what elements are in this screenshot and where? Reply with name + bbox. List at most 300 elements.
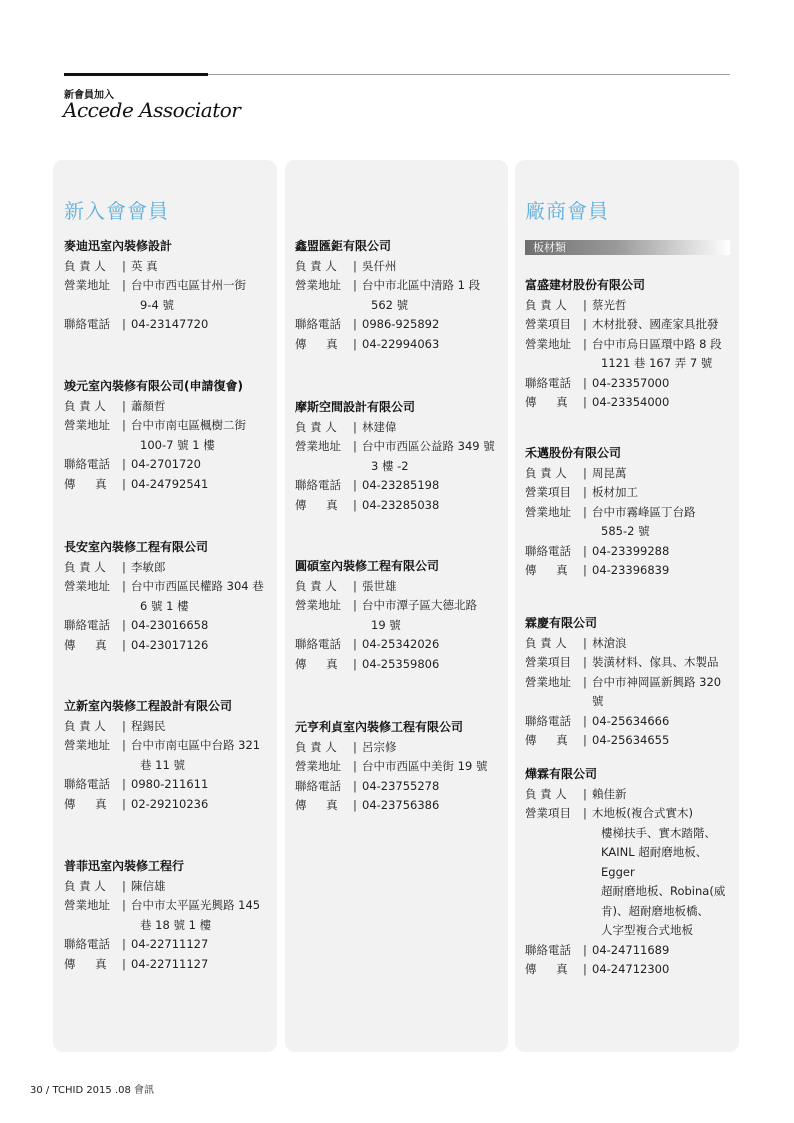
field-label: 營業項目 <box>525 485 571 499</box>
field-separator: | <box>583 942 587 957</box>
field-row <box>295 496 505 516</box>
field-value-line: 台中市西區民權路 304 巷 <box>131 579 264 593</box>
field-separator: | <box>122 398 126 413</box>
company-name: 長安室內裝修工程有限公司 <box>64 540 209 554</box>
field-value <box>592 315 735 335</box>
company-entry <box>525 276 735 413</box>
field-value-line: 04-23354000 <box>592 395 670 409</box>
field-row <box>525 393 735 413</box>
field-row <box>295 596 505 635</box>
field-separator: | <box>122 637 126 652</box>
field-separator: | <box>122 956 126 971</box>
field-label: 傳 真 <box>295 497 338 512</box>
field-label: 傳 真 <box>525 733 568 747</box>
field-value <box>362 796 505 816</box>
field-label: 聯絡電話 <box>525 942 571 957</box>
field-label: 傳 真 <box>295 336 338 351</box>
field-label: 營業地址 <box>525 674 571 689</box>
company-entry <box>295 237 505 354</box>
field-value-line: 周昆萬 <box>592 465 627 480</box>
field-row <box>64 558 274 578</box>
company-name: 燁霖有限公司 <box>525 767 598 781</box>
field-value <box>592 634 735 654</box>
field-value-line: 04-25342026 <box>362 637 440 651</box>
field-value-line: 台中市太平區光興路 145 <box>131 898 261 912</box>
field-row <box>64 257 274 277</box>
field-label: 聯絡電話 <box>64 777 110 791</box>
field-value <box>592 542 735 562</box>
field-value-line: 板材加工 <box>592 485 638 499</box>
field-row <box>525 804 735 941</box>
field-row <box>525 960 735 980</box>
field-value-line: 巷 11 號 <box>140 757 185 772</box>
field-value <box>592 731 735 751</box>
field-value-line: KAINL 超耐磨地板、Egger <box>601 845 708 879</box>
field-value <box>592 561 735 581</box>
field-label: 負 責 人 <box>295 258 337 273</box>
field-separator: | <box>122 718 126 733</box>
field-value <box>362 738 505 758</box>
field-value-line: 超耐磨地板、Robina(威 <box>601 884 726 898</box>
field-value-line: 肯)、超耐磨地板橋、 <box>601 903 709 918</box>
field-label: 聯絡電話 <box>64 937 110 951</box>
field-value-line: 04-23017126 <box>131 637 209 652</box>
field-label: 聯絡電話 <box>64 457 110 471</box>
field-row <box>64 717 274 737</box>
field-row <box>295 476 505 496</box>
field-label: 負 責 人 <box>525 465 567 480</box>
field-label: 負 責 人 <box>295 739 337 754</box>
field-value-line: 賴佳新 <box>592 786 627 801</box>
field-value <box>592 374 735 394</box>
field-value <box>362 418 505 438</box>
field-separator: | <box>583 674 587 689</box>
field-value <box>592 712 735 732</box>
field-value-line: 04-23016658 <box>131 618 209 632</box>
field-value-line: 台中市南屯區楓樹二街 <box>131 418 246 432</box>
field-separator: | <box>353 336 357 351</box>
company-entry <box>64 697 274 814</box>
field-value <box>131 935 274 955</box>
company-name: 立新室內裝修工程設計有限公司 <box>64 699 233 713</box>
field-value-line: 台中市烏日區環中路 8 段 <box>592 336 722 351</box>
field-value-line: 台中市神岡區新興路 320 號 <box>592 674 722 708</box>
field-label: 傳 真 <box>525 563 568 577</box>
field-row <box>64 775 274 795</box>
field-value-line: 台中市霧峰區丁台路 <box>592 504 696 519</box>
field-value <box>592 296 735 316</box>
field-row <box>64 935 274 955</box>
field-label: 負 責 人 <box>64 559 106 574</box>
field-row <box>525 374 735 394</box>
field-separator: | <box>353 778 357 793</box>
field-value <box>131 955 274 975</box>
field-value-line: 04-23396839 <box>592 563 670 577</box>
page-footer <box>30 1081 154 1096</box>
field-value <box>131 397 274 417</box>
field-row <box>64 736 274 775</box>
field-value-line: 0980-211611 <box>131 777 209 791</box>
field-value-line: 台中市潭子區大德北路 <box>362 598 477 612</box>
field-label: 營業地址 <box>295 278 341 292</box>
field-value <box>592 503 735 542</box>
field-value-line: 04-23399288 <box>592 543 670 558</box>
field-row <box>525 673 735 712</box>
field-row <box>295 655 505 675</box>
field-separator: | <box>583 655 587 669</box>
field-value-line: 04-22994063 <box>362 336 440 351</box>
company-name: 摩斯空間設計有限公司 <box>295 400 416 414</box>
field-value-line: 3 樓 -2 <box>371 458 409 473</box>
field-separator: | <box>583 297 587 312</box>
field-value-line: 04-25359806 <box>362 656 440 671</box>
field-row <box>64 636 274 656</box>
field-value-line: 0986-925892 <box>362 317 440 331</box>
field-value <box>362 757 505 777</box>
company-name: 麥迪迅室內裝修設計 <box>64 239 173 253</box>
field-value <box>131 416 274 455</box>
field-value-line: 04-23147720 <box>131 317 209 331</box>
field-value <box>131 736 274 775</box>
column-title-vendor-members: 廠商會員 <box>525 199 609 223</box>
field-label: 聯絡電話 <box>525 543 571 558</box>
field-separator: | <box>122 777 126 791</box>
field-value-line: 英 真 <box>131 258 158 273</box>
field-row <box>295 335 505 355</box>
field-value-line: 02-29210236 <box>131 796 209 811</box>
field-row <box>64 616 274 636</box>
field-value <box>362 476 505 496</box>
field-value-line: 9-4 號 <box>140 297 174 312</box>
company-name: 禾邁股份有限公司 <box>525 446 622 460</box>
field-separator: | <box>583 635 587 650</box>
field-separator: | <box>122 618 126 632</box>
field-label: 聯絡電話 <box>295 478 341 492</box>
field-label: 營業項目 <box>525 317 571 331</box>
field-label: 營業項目 <box>525 806 571 820</box>
field-row <box>64 397 274 417</box>
field-value <box>131 795 274 815</box>
field-value <box>131 775 274 795</box>
field-row <box>64 475 274 495</box>
field-separator: | <box>122 457 126 471</box>
field-value-line: 巷 18 號 1 樓 <box>140 917 212 932</box>
field-row <box>525 542 735 562</box>
field-separator: | <box>353 317 357 331</box>
field-row <box>64 955 274 975</box>
company-name: 普菲迅室內裝修工程行 <box>64 859 185 873</box>
field-label: 營業地址 <box>64 738 110 752</box>
field-value-line: 林滄浪 <box>592 635 627 650</box>
field-label: 營業地址 <box>64 898 110 912</box>
field-label: 傳 真 <box>525 395 568 409</box>
company-name: 元亨利貞室內裝修工程有限公司 <box>295 720 464 734</box>
field-row <box>295 777 505 797</box>
field-separator: | <box>122 579 126 593</box>
page-number: 30 <box>30 1085 43 1096</box>
field-row <box>525 785 735 805</box>
field-value-line: 蕭顏哲 <box>131 398 166 413</box>
field-label: 營業地址 <box>64 579 110 593</box>
field-row <box>64 577 274 616</box>
field-separator: | <box>122 559 126 574</box>
field-label: 聯絡電話 <box>295 778 341 793</box>
field-label: 傳 真 <box>64 956 107 971</box>
field-label: 營業項目 <box>525 655 571 669</box>
field-value-line: 04-22711127 <box>131 956 209 971</box>
field-value <box>362 496 505 516</box>
field-value <box>592 785 735 805</box>
field-label: 聯絡電話 <box>295 637 341 651</box>
field-value <box>362 335 505 355</box>
field-label: 聯絡電話 <box>295 317 341 331</box>
field-value <box>592 673 735 712</box>
field-value-line: 04-23285038 <box>362 497 440 512</box>
field-value-line: 04-23756386 <box>362 798 440 812</box>
field-value <box>131 276 274 315</box>
field-row <box>295 315 505 335</box>
field-value <box>592 804 735 941</box>
field-value <box>362 655 505 675</box>
field-separator: | <box>122 418 126 432</box>
field-row <box>525 464 735 484</box>
field-separator: | <box>583 375 587 390</box>
field-row <box>525 653 735 673</box>
field-separator: | <box>353 439 357 453</box>
field-separator: | <box>122 258 126 273</box>
field-separator: | <box>353 419 357 434</box>
field-value <box>131 257 274 277</box>
field-value-line: 台中市西區公益路 349 號 <box>362 439 495 453</box>
field-separator: | <box>583 733 587 747</box>
field-label: 聯絡電話 <box>64 317 110 331</box>
field-value-line: 04-23357000 <box>592 375 670 390</box>
field-label: 負 責 人 <box>64 718 106 733</box>
company-name: 鑫盟匯鉅有限公司 <box>295 239 392 253</box>
field-row <box>525 941 735 961</box>
field-value-line: 木地板(複合式實木) <box>592 806 693 820</box>
field-separator: | <box>353 798 357 812</box>
category-label: 板材類 <box>533 241 566 254</box>
field-value-line: 04-2701720 <box>131 457 201 471</box>
field-value-line: 台中市南屯區中台路 321 <box>131 738 261 752</box>
field-value <box>362 596 505 635</box>
field-value <box>592 464 735 484</box>
field-row <box>295 418 505 438</box>
field-separator: | <box>122 796 126 811</box>
field-row <box>295 796 505 816</box>
field-label: 負 責 人 <box>525 786 567 801</box>
field-value-line: 19 號 <box>371 617 401 632</box>
field-value <box>592 653 735 673</box>
section-title-en: Accede Associator <box>63 98 241 122</box>
field-value-line: 林建偉 <box>362 419 397 434</box>
field-label: 傳 真 <box>64 476 107 491</box>
field-separator: | <box>353 656 357 671</box>
field-value-line: 04-24792541 <box>131 476 209 491</box>
field-value <box>362 777 505 797</box>
field-row <box>525 503 735 542</box>
company-entry <box>64 237 274 335</box>
issue-label: / TCHID 2015 .08 會訊 <box>45 1085 155 1096</box>
field-label: 負 責 人 <box>525 297 567 312</box>
field-row <box>64 315 274 335</box>
field-label: 聯絡電話 <box>525 713 571 728</box>
field-label: 營業地址 <box>64 418 110 432</box>
field-value-line: 陳信雄 <box>131 878 166 893</box>
field-separator: | <box>122 898 126 912</box>
field-value-line: 04-24711689 <box>592 942 670 957</box>
field-value-line: 木材批發、國產家具批發 <box>592 317 719 331</box>
field-label: 負 責 人 <box>295 578 337 593</box>
field-separator: | <box>353 278 357 292</box>
field-value <box>592 941 735 961</box>
field-value-line: 呂宗修 <box>362 739 397 754</box>
field-value-line: 樓梯扶手、實木踏階、 <box>601 825 716 840</box>
field-separator: | <box>583 786 587 801</box>
field-separator: | <box>583 395 587 409</box>
company-name: 圓碩室內裝修工程有限公司 <box>295 559 440 573</box>
company-entry <box>525 765 735 980</box>
field-separator: | <box>122 278 126 292</box>
field-separator: | <box>583 504 587 519</box>
company-name: 竣元室內裝修有限公司(申請復會) <box>64 379 243 393</box>
field-value-line: 585-2 號 <box>601 524 650 538</box>
field-label: 負 責 人 <box>64 258 106 273</box>
field-value-line: 張世雄 <box>362 578 397 593</box>
field-value-line: 李敏郎 <box>131 559 166 574</box>
field-separator: | <box>583 962 587 976</box>
section-title-cn: 新會員加入 <box>64 90 114 101</box>
field-value <box>362 257 505 277</box>
field-label: 負 責 人 <box>295 419 337 434</box>
field-value-line: 04-24712300 <box>592 962 670 976</box>
field-row <box>64 455 274 475</box>
field-value <box>362 635 505 655</box>
field-label: 營業地址 <box>525 336 571 351</box>
field-separator: | <box>122 738 126 752</box>
field-value-line: 6 號 1 樓 <box>140 598 189 613</box>
field-value <box>592 960 735 980</box>
field-value-line: 台中市西區中美街 19 號 <box>362 759 488 773</box>
field-row <box>295 276 505 315</box>
field-separator: | <box>583 485 587 499</box>
field-label: 聯絡電話 <box>525 375 571 390</box>
field-row <box>64 276 274 315</box>
field-row <box>64 896 274 935</box>
field-label: 營業地址 <box>295 598 341 612</box>
field-value <box>131 315 274 335</box>
field-row <box>525 335 735 374</box>
field-separator: | <box>122 937 126 951</box>
field-label: 營業地址 <box>64 278 110 292</box>
company-entry <box>295 398 505 515</box>
field-row <box>295 635 505 655</box>
field-value-line: 04-25634655 <box>592 733 670 747</box>
field-separator: | <box>583 806 587 820</box>
company-entry <box>295 718 505 816</box>
field-value <box>362 577 505 597</box>
field-label: 負 責 人 <box>64 398 106 413</box>
field-value <box>131 577 274 616</box>
field-separator: | <box>583 543 587 558</box>
field-value <box>131 455 274 475</box>
field-separator: | <box>353 759 357 773</box>
company-entry <box>525 444 735 581</box>
field-separator: | <box>353 258 357 273</box>
field-value <box>362 437 505 476</box>
field-value <box>131 616 274 636</box>
field-separator: | <box>583 465 587 480</box>
field-value <box>131 558 274 578</box>
field-row <box>64 877 274 897</box>
field-label: 營業地址 <box>525 504 571 519</box>
field-separator: | <box>583 713 587 728</box>
field-row <box>295 257 505 277</box>
field-label: 營業地址 <box>295 759 341 773</box>
field-separator: | <box>353 637 357 651</box>
company-name: 富盛建材股份有限公司 <box>525 278 646 292</box>
field-separator: | <box>583 317 587 331</box>
field-value <box>362 315 505 335</box>
field-value-line: 人字型複合式地板 <box>601 923 693 937</box>
field-row <box>525 731 735 751</box>
field-row <box>64 795 274 815</box>
field-value-line: 04-25634666 <box>592 713 670 728</box>
field-value-line: 蔡光哲 <box>592 297 627 312</box>
company-entry <box>295 557 505 674</box>
field-separator: | <box>122 317 126 331</box>
field-row <box>525 483 735 503</box>
category-bar <box>525 240 730 255</box>
field-value-line: 562 號 <box>371 297 409 312</box>
field-separator: | <box>353 578 357 593</box>
field-value <box>362 276 505 315</box>
column-title-new-members: 新入會會員 <box>64 199 169 223</box>
field-separator: | <box>583 563 587 577</box>
field-row <box>525 315 735 335</box>
field-label: 營業地址 <box>295 439 341 453</box>
field-row <box>525 634 735 654</box>
field-value-line: 04-22711127 <box>131 937 209 951</box>
field-value-line: 1121 巷 167 弄 7 號 <box>601 356 713 370</box>
field-label: 負 責 人 <box>525 635 567 650</box>
field-label: 傳 真 <box>64 637 107 652</box>
field-value-line: 04-23755278 <box>362 778 440 793</box>
field-value <box>131 896 274 935</box>
field-row <box>525 296 735 316</box>
field-separator: | <box>353 497 357 512</box>
field-separator: | <box>583 336 587 351</box>
field-row <box>295 738 505 758</box>
field-value-line: 裝潢材料、傢具、木製品 <box>592 655 719 669</box>
field-label: 負 責 人 <box>64 878 106 893</box>
field-value <box>592 483 735 503</box>
company-entry <box>64 377 274 494</box>
field-value <box>131 717 274 737</box>
field-value <box>131 636 274 656</box>
field-row <box>525 712 735 732</box>
field-label: 傳 真 <box>295 798 338 812</box>
field-value <box>592 393 735 413</box>
field-label: 聯絡電話 <box>64 618 110 632</box>
field-row <box>295 757 505 777</box>
field-value-line: 台中市北區中清路 1 段 <box>362 278 481 292</box>
field-separator: | <box>353 739 357 754</box>
field-value-line: 程錫民 <box>131 718 166 733</box>
field-label: 傳 真 <box>525 962 568 976</box>
field-value-line: 100-7 號 1 樓 <box>140 437 215 452</box>
